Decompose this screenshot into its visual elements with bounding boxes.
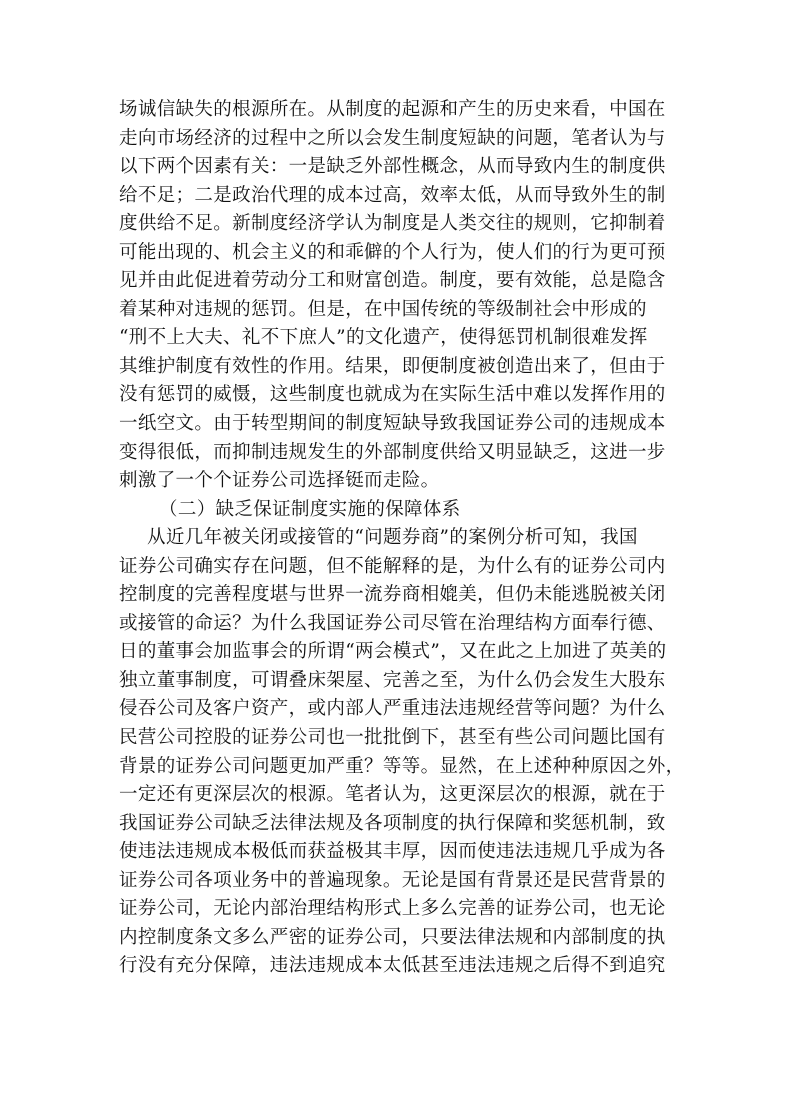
text-line: 我国证券公司缺乏法律法规及各项制度的执行保障和奖惩机制，致 — [119, 812, 666, 834]
text-line: 证券公司各项业务中的普遍现象。无论是国有背景还是民营背景的 — [119, 869, 666, 891]
text-line: 控制度的完善程度堪与世界一流券商相媲美，但仍未能逃脱被关闭 — [119, 584, 666, 606]
text-line: 独立董事制度，可谓叠床架屋、完善之至，为什么仍会发生大股东 — [119, 669, 666, 691]
text-line: “刑不上大夫、礼不下庶人”的文化遗产，使得惩罚机制很难发挥 — [119, 327, 648, 349]
text-line: 使违法违规成本极低而获益极其丰厚，因而使违法违规几乎成为各 — [119, 841, 666, 863]
body-text — [119, 96, 685, 981]
text-line: 刺激了一个个证券公司选择铤而走险。 — [119, 470, 440, 492]
text-line: 从近几年被关闭或接管的“问题券商”的案例分析可知，我国 — [147, 527, 638, 549]
text-line: 走向市场经济的过程中之所以会发生制度短缺的问题，笔者认为与 — [119, 127, 666, 149]
text-line: 一纸空文。由于转型期间的制度短缺导致我国证券公司的违规成本 — [119, 413, 666, 435]
text-line: 内控制度条文多么严密的证券公司，只要法律法规和内部制度的执 — [119, 926, 666, 948]
text-line: 侵吞公司及客户资产，或内部人严重违法违规经营等问题？为什么 — [119, 698, 666, 720]
text-line: 其维护制度有效性的作用。结果，即便制度被创造出来了，但由于 — [119, 355, 666, 377]
text-line: 日的董事会加监事会的所谓“两会模式”，又在此之上加进了英美的 — [119, 641, 667, 663]
text-line: 民营公司控股的证券公司也一批批倒下，甚至有些公司问题比国有 — [119, 727, 666, 749]
text-line: 背景的证券公司问题更加严重？等等。显然，在上述种种原因之外， — [119, 755, 685, 777]
text-line: 或接管的命运？为什么我国证券公司尽管在治理结构方面奉行德、 — [119, 612, 666, 634]
text-line: 给不足；二是政治代理的成本过高，效率太低，从而导致外生的制 — [119, 184, 666, 206]
text-line: 场诚信缺失的根源所在。从制度的起源和产生的历史来看，中国在 — [119, 99, 666, 120]
text-line: 见并由此促进着劳动分工和财富创造。制度，要有效能，总是隐含 — [119, 270, 666, 292]
paragraph-1 — [119, 96, 679, 496]
text-line: 以下两个因素有关：一是缺乏外部性概念，从而导致内生的制度供 — [119, 156, 666, 178]
text-line: 证券公司，无论内部治理结构形式上多么完善的证券公司，也无论 — [119, 898, 666, 920]
text-line: 行没有充分保障，违法违规成本太低甚至违法违规之后得不到追究 — [119, 955, 666, 977]
text-line: 度供给不足。新制度经济学认为制度是人类交往的规则，它抑制着 — [119, 213, 666, 235]
text-line: 着某种对违规的惩罚。但是，在中国传统的等级制社会中形成的 — [119, 298, 647, 320]
section-heading: （二）缺乏保证制度实施的保障体系 — [159, 498, 461, 520]
text-line: 可能出现的、机会主义的和乖僻的个人行为，使人们的行为更可预 — [119, 241, 666, 263]
text-line: 证券公司确实存在问题，但不能解释的是，为什么有的证券公司内 — [119, 555, 666, 577]
text-line: 没有惩罚的威慑，这些制度也就成为在实际生活中难以发挥作用的 — [119, 384, 666, 406]
text-line: 变得很低，而抑制违规发生的外部制度供给又明显缺乏，这进一步 — [119, 441, 666, 463]
paragraph-2 — [119, 524, 685, 981]
text-line: 一定还有更深层次的根源。笔者认为，这更深层次的根源，就在于 — [119, 784, 666, 806]
